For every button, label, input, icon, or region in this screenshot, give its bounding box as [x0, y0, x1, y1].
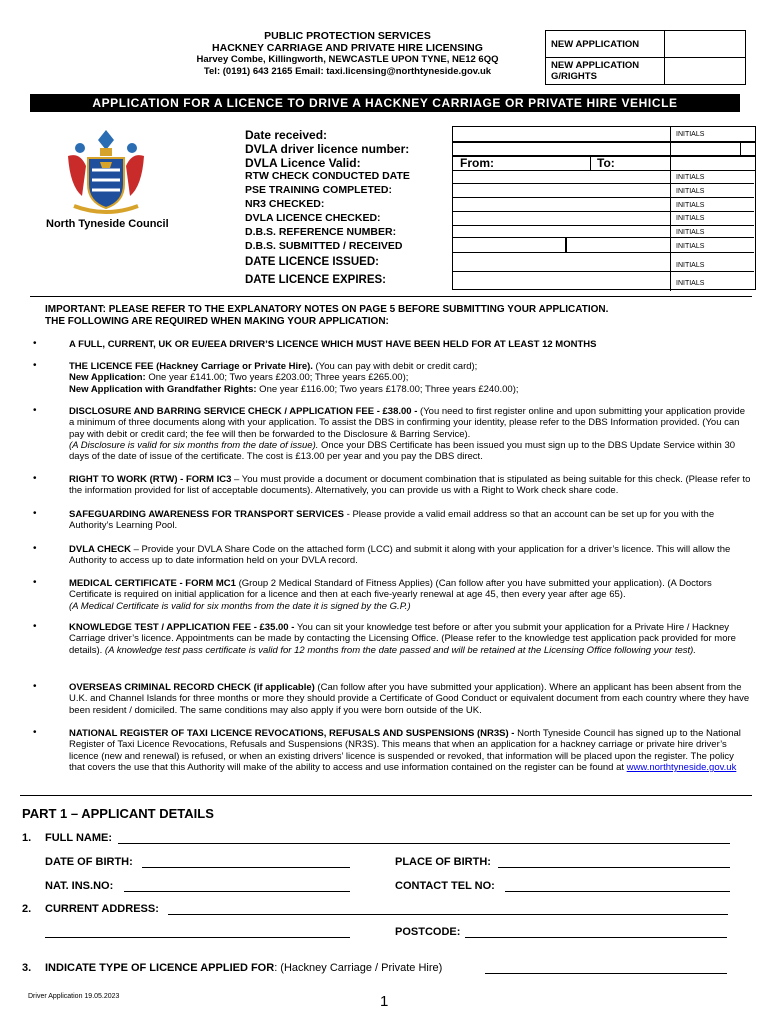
- requirement-overseas-text: (Can follow after you have submitted your application). Where an applicant has been absent from the U.K. and Channel Islands for three months or more they should provide a Certificate of Good Conduct or equivalent document from each country where they have been resident / domiciled. The same conditions may also apply if you were born outside of the UK.: [69, 682, 750, 716]
- requirement-fee-text: (You can pay with debit or credit card);: [312, 361, 478, 372]
- requirement-medical-italic: (A Medical Certificate is valid for six months from the date it is signed by the G.P.): [69, 600, 411, 612]
- licence-type-label: [45, 962, 442, 974]
- current-address-field-2[interactable]: [45, 937, 350, 938]
- requirement-nr3s-text: North Tyneside Council has signed up to the National Register of Taxi Licence Revocations, Refusals and Suspensions (NR3S). This means that when an application for a hackney carriage or private hire driver’s licence (new and renewal) is refused, or when an existing drivers’ licence is suspended or revoked, that information will be placed upon the register. The policy that covers the use that this Authority will make of the ability to access and use information contained on the register can be found at: [69, 728, 741, 773]
- item-number-1: 1.: [22, 832, 32, 844]
- initials-dbs-submitted: INITIALS: [676, 243, 705, 250]
- document-version: Driver Application 19.05.2023: [28, 993, 120, 1000]
- office-row-rule-7: [452, 271, 754, 272]
- date-expires-label: DATE LICENCE EXPIRES:: [245, 274, 386, 286]
- important-notice: [45, 304, 608, 328]
- requirement-fee-new-label: New Application:: [69, 372, 146, 384]
- requirement-dvla-title: DVLA CHECK: [69, 544, 131, 555]
- header-address: Harvey Combe, Killingworth, NEWCASTLE UPON TYNE, NE12 6QQ: [196, 54, 499, 65]
- date-received-label: Date received:: [245, 128, 328, 142]
- nr3-checked-label: NR3 CHECKED:: [245, 198, 325, 210]
- requirement-rtw-text: – You must provide a document or document combination that is stipulated as being suitable for this check. (Please refer to the information provided for list of acceptable documents). Alternatively, you can provide us with a Right to Work check share code.: [69, 474, 751, 497]
- contact-tel-label: CONTACT TEL NO:: [395, 880, 495, 892]
- requirement-fee-new: One year £141.00; Two years £203.00; Three years £265.00);: [145, 372, 409, 384]
- new-application-label: NEW APPLICATION: [546, 31, 665, 58]
- bullet: •: [33, 338, 37, 349]
- office-row-rule-5: [452, 237, 754, 238]
- requirement-dvla-text: – Provide your DVLA Share Code on the attached form (LCC) and submit it along with your application for a driver’s licence. This will allow the Authority to access up to date information held on your DVLA record.: [69, 544, 731, 567]
- postcode-field[interactable]: [465, 937, 727, 938]
- full-name-label: FULL NAME:: [45, 832, 113, 844]
- grandfather-application-box[interactable]: [665, 58, 746, 85]
- grandfather-line-2: G/RIGHTS: [551, 71, 597, 82]
- form-title-banner: APPLICATION FOR A LICENCE TO DRIVE A HACKNEY CARRIAGE OR PRIVATE HIRE VEHICLE: [30, 94, 740, 112]
- date-issued-label: DATE LICENCE ISSUED:: [245, 256, 379, 268]
- initials-rtw: INITIALS: [676, 174, 705, 181]
- crest-top-shape: [98, 130, 114, 150]
- council-name: North Tyneside Council: [46, 218, 169, 230]
- crest-left-supporter: [68, 155, 86, 196]
- section-rule-bottom: [20, 795, 752, 796]
- item-number-2: 2.: [22, 903, 32, 915]
- bullet: •: [33, 727, 37, 738]
- requirement-safeguarding-title: SAFEGUARDING AWARENESS FOR TRANSPORT SERVICES: [69, 509, 345, 520]
- postcode-label: POSTCODE:: [395, 926, 461, 938]
- initials-dbs-ref: INITIALS: [676, 229, 705, 236]
- licence-type-field[interactable]: [485, 973, 727, 974]
- licence-type-options: : (Hackney Carriage / Private Hire): [274, 962, 443, 974]
- requirement-medical-text: (Group 2 Medical Standard of Fitness Applies) (Can follow after you have submitted your application). (A Doctors Certificate is required on initial application for a licence and then at each five-yearly renewal at age 45, then every year after age 65).: [69, 578, 712, 601]
- dvla-valid-from-label: From:: [460, 156, 494, 170]
- dvla-number-label: DVLA driver licence number:: [245, 142, 410, 156]
- requirement-safeguarding-text: - Please provide a valid email address so that an account can be set up for you with the Authority’s Learning Pool.: [69, 509, 715, 532]
- crest-right-ornament: [127, 143, 137, 153]
- licence-type-question: INDICATE TYPE OF LICENCE APPLIED FOR: [45, 962, 275, 974]
- initials-dvla: INITIALS: [676, 215, 705, 222]
- date-of-birth-field[interactable]: [142, 867, 350, 868]
- crest-helm: [100, 148, 112, 156]
- bullet: •: [33, 360, 37, 371]
- requirement-knowledge-title: KNOWLEDGE TEST / APPLICATION FEE - £35.00 -: [69, 622, 295, 633]
- initials-date-received: INITIALS: [676, 131, 705, 138]
- application-type-table: [545, 30, 746, 85]
- initials-expires: INITIALS: [676, 280, 705, 287]
- page-number: 1: [380, 993, 389, 1010]
- requirement-fee-gr: One year £116.00; Two years £178.00; Three years £240.00);: [256, 383, 519, 395]
- bullet: •: [33, 621, 37, 632]
- requirement-dbs-title: DISCLOSURE AND BARRING SERVICE CHECK / APPLICATION FEE - £38.00 -: [69, 406, 418, 417]
- requirement-nr3s-title: NATIONAL REGISTER OF TAXI LICENCE REVOCATIONS, REFUSALS AND SUSPENSIONS (NR3S) -: [69, 728, 515, 739]
- ni-number-field[interactable]: [124, 891, 350, 892]
- bullet: •: [33, 405, 37, 416]
- place-of-birth-field[interactable]: [498, 867, 730, 868]
- requirement-dbs-text: (You need to first register online and upon submitting your application provide a minimum of three documents along with your application. To assist the DBS in confirming your identity, please refer to the DBS Information provided. (You can pay with debit or credit card; the fee will then be forwarded to the Disclosure & Barring Service).: [69, 406, 745, 440]
- bullet: •: [33, 577, 37, 588]
- item-number-3: 3.: [22, 962, 32, 974]
- requirement-medical-title: MEDICAL CERTIFICATE - FORM MC1: [69, 578, 236, 589]
- grandfather-line-1: NEW APPLICATION: [551, 60, 640, 71]
- ni-number-label: NAT. INS.NO:: [45, 880, 114, 892]
- crest-left-ornament: [75, 143, 85, 153]
- requirement-overseas-title: OVERSEAS CRIMINAL RECORD CHECK (if applicable): [69, 682, 315, 693]
- full-name-field[interactable]: [118, 843, 730, 844]
- requirement-fee-title: THE LICENCE FEE (Hackney Carriage or Private Hire).: [69, 361, 313, 372]
- rtw-check-label: RTW CHECK CONDUCTED DATE: [245, 170, 410, 182]
- header-line-2: HACKNEY CARRIAGE AND PRIVATE HIRE LICENSING: [212, 42, 483, 54]
- dbs-submitted-label: D.B.S. SUBMITTED / RECEIVED: [245, 240, 403, 252]
- header-contact: Tel: (0191) 643 2165 Email: taxi.licensing@northtyneside.gov.uk: [203, 66, 492, 77]
- licensing-header: [170, 30, 525, 78]
- initials-issued: INITIALS: [676, 262, 705, 269]
- dvla-checked-label: DVLA LICENCE CHECKED:: [245, 212, 381, 224]
- important-line-1: IMPORTANT: PLEASE REFER TO THE EXPLANATORY NOTES ON PAGE 5 BEFORE SUBMITTING YOUR APPLICATION.: [45, 304, 609, 315]
- header-line-1: PUBLIC PROTECTION SERVICES: [264, 30, 431, 42]
- requirement-rtw-title: RIGHT TO WORK (RTW) - FORM IC3: [69, 474, 232, 485]
- place-of-birth-label: PLACE OF BIRTH:: [395, 856, 491, 868]
- crest-ship: [100, 162, 112, 168]
- current-address-field-1[interactable]: [168, 914, 728, 915]
- requirement-knowledge-italic: (A knowledge test pass certificate is valid for 12 months from the date passed and will be retained at the Licensing Office following your test).: [102, 644, 696, 656]
- office-row-rule-3: [452, 211, 754, 212]
- initials-nr3: INITIALS: [676, 202, 705, 209]
- office-row-rule-2: [452, 197, 754, 198]
- initials-pse: INITIALS: [676, 188, 705, 195]
- bullet: •: [33, 473, 37, 484]
- office-row-rule-4: [452, 225, 754, 226]
- bullet: •: [33, 508, 37, 519]
- requirement-dbs-italic: (A Disclosure is valid for six months from the date of issue).: [69, 439, 319, 451]
- requirement-dbs-text-2: Once your DBS Certificate has been issued you must sign up to the DBS Update Service within 30 days of the date of issue of the certificate. The cost is £13.00 per year and you pay the DBS direct.: [69, 439, 736, 463]
- section-rule-top: [30, 296, 752, 297]
- council-crest-logo: [60, 126, 152, 218]
- initials-column-divider: [670, 126, 671, 291]
- council-website-link[interactable]: www.northtyneside.gov.uk: [626, 761, 737, 773]
- crest-right-supporter: [126, 155, 144, 196]
- requirement-licence-text: A FULL, CURRENT, UK OR EU/EEA DRIVER’S LICENCE WHICH MUST HAVE BEEN HELD FOR AT LEAST 12 MONTHS: [69, 339, 597, 350]
- dvla-valid-label: DVLA Licence Valid:: [245, 156, 361, 170]
- part-1-title: PART 1 – APPLICANT DETAILS: [22, 806, 214, 821]
- bullet: •: [33, 543, 37, 554]
- dbs-reference-label: D.B.S. REFERENCE NUMBER:: [245, 226, 397, 238]
- current-address-label: CURRENT ADDRESS:: [45, 903, 159, 915]
- requirement-knowledge-text: You can sit your knowledge test before or after you submit your application for a Private Hire / Hackney Carriage driver’s licence. Appointments can be made by contacting the Licensing Office. (Please refer to the knowledge test application pack provided for more details).: [69, 622, 736, 656]
- date-of-birth-label: DATE OF BIRTH:: [45, 856, 133, 868]
- office-row-rule-6: [452, 252, 754, 253]
- requirements-list: [33, 338, 753, 789]
- bullet: •: [33, 681, 37, 692]
- requirement-fee-gr-label: New Application with Grandfather Rights:: [69, 383, 257, 395]
- office-row-rule-1: [452, 183, 754, 184]
- grandfather-application-label: [546, 58, 665, 85]
- dvla-valid-to-label: To:: [597, 156, 615, 170]
- new-application-box[interactable]: [665, 31, 746, 58]
- contact-tel-field[interactable]: [505, 891, 730, 892]
- pse-training-label: PSE TRAINING COMPLETED:: [245, 184, 393, 196]
- important-line-2: THE FOLLOWING ARE REQUIRED WHEN MAKING YOUR APPLICATION:: [45, 316, 389, 327]
